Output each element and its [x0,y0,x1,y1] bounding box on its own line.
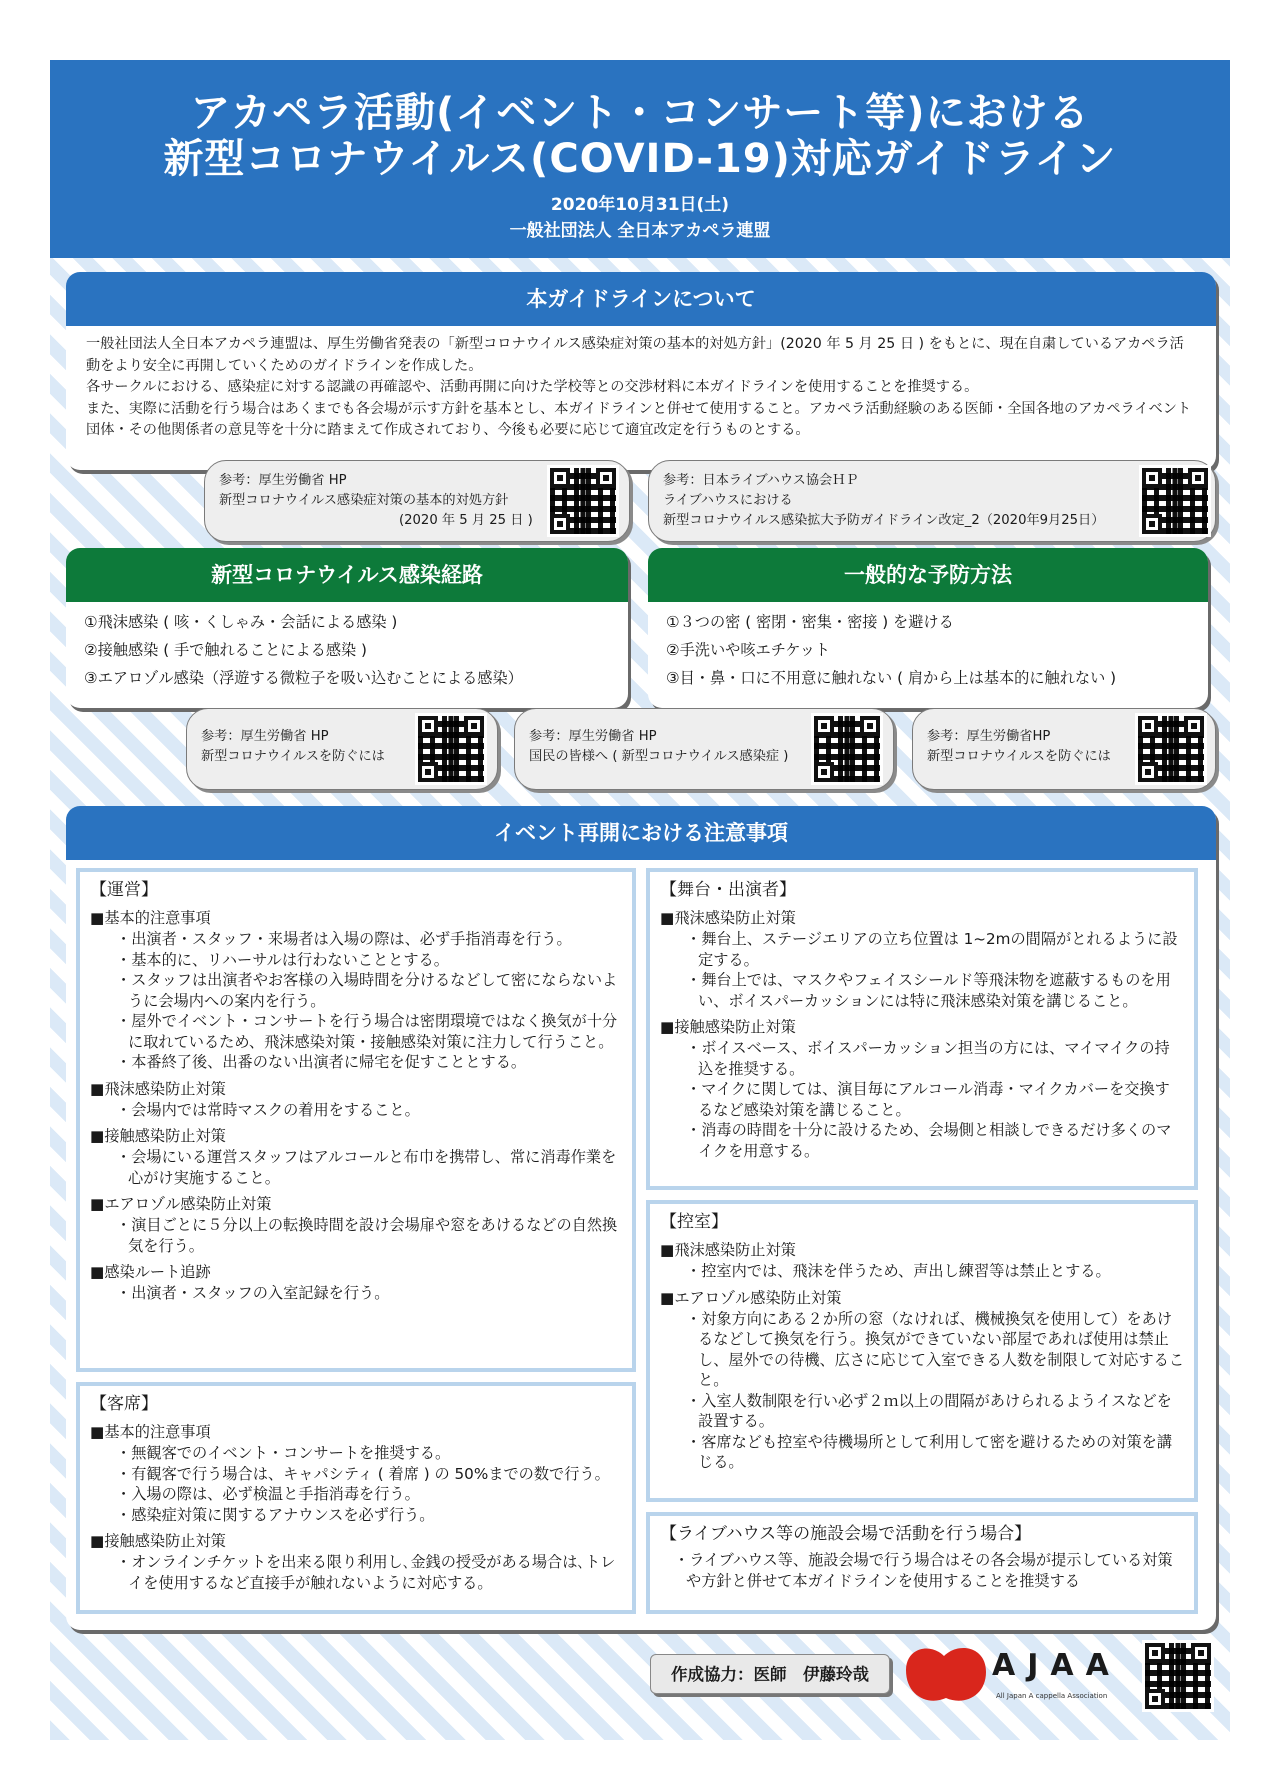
reference-title: 新型コロナウイルス感染症対策の基本的対処方針 [219,493,509,508]
list-item: ・舞台上、ステージエリアの立ち位置は 1~2mの間隔がとれるように設定する。 [686,930,1178,969]
section-operations [76,868,636,1372]
reference-box [186,708,498,790]
title-line-2: 新型コロナウイルス(COVID-19)対応ガイドライン [163,136,1117,182]
about-heading: 本ガイドラインについて [66,272,1216,326]
list-item: ・会場にいる運営スタッフはアルコールと布巾を携帯し、常に消毒作業を心がけ実施すること。 [116,1148,617,1187]
section-title: 【舞台・出演者】 [660,880,796,900]
list-item: ③エアロゾル感染（浮遊する微粒子を吸い込むことによる感染） [84,669,523,687]
list-item: ・基本的に、リハーサルは行わないこととする。 [116,950,449,969]
reference-title: 新型コロナウイルスを防ぐには [927,749,1111,764]
prevention-heading: 一般的な予防方法 [648,548,1208,602]
infection-routes-list [66,602,628,698]
subsection-title: ■基本的注意事項 [90,1423,211,1441]
subsection-title: ■エアロゾル感染防止対策 [90,1195,272,1213]
section-title: 【客席】 [90,1394,158,1414]
list-item: ・入室人数制限を行い必ず２ｍ以上の間隔があけられるようイスなどを設置する。 [686,1391,1172,1430]
ajaa-logo-text: AJAA [992,1648,1121,1683]
qr-code[interactable] [811,713,883,785]
list-item: ・出演者・スタッフ・来場者は入場の際は、必ず手指消毒を行う。 [116,930,572,948]
list-item: ・舞台上では、マスクやフェイスシールド等飛沫物を遮蔽するものを用い、ボイスパーカッションには特に飛沫感染対策を講じること。 [686,971,1171,1010]
subsection-title: ■飛沫感染防止対策 [660,1241,796,1259]
subsection-title: ■接触感染防止対策 [660,1018,796,1036]
list-item: ・控室内では、飛沫を伴うため、声出し練習等は禁止とする。 [686,1262,1111,1280]
section-stage-performers [646,868,1198,1190]
list-item: ・ライブハウス等、施設会場で行う場合はその各会場が提示している対策や方針と併せて本ガイドラインを使用することを推奨する [674,1551,1173,1590]
reference-title: ライブハウスにおける [663,493,793,508]
list-item: ・オンラインチケットを出来る限り利用し､金銭の授受がある場合は､トレイを使用するなど直接手が触れないように対応する。 [116,1553,616,1592]
page-header [50,60,1230,258]
list-item: ・有観客で行う場合は、キャパシティ ( 着席 ) の 50%までの数で行う。 [116,1464,610,1483]
qr-code[interactable] [415,713,487,785]
qr-code[interactable] [547,465,619,537]
reference-label: 参考：厚生労働省 HP [219,473,347,488]
prevention-list [648,602,1208,698]
list-item: ・消毒の時間を十分に設けるため、会場側と相談しできるだけ多くのマイクを用意する。 [686,1121,1172,1160]
about-paragraph: 各サークルにおける、感染症に対する認識の再確認や、活動再開に向けた学校等との交渉材料に本ガイドラインを使用することを推奨する。 [86,379,979,395]
reference-subtitle: 新型コロナウイルス感染拡大予防ガイドライン改定_2（2020年9月25日） [663,513,1105,528]
list-item: ・マイクに関しては、演目毎にアルコール消毒・マイクカバーを交換するなど感染対策を講じること。 [686,1080,1170,1119]
list-item: ・屋外でイベント・コンサートを行う場合は密閉環境ではなく換気が十分に取れているため、飛沫感染対策・接触感染対策に注力して行うこと。 [116,1012,618,1051]
organization: 一般社団法人 全日本アカペラ連盟 [509,221,771,241]
reference-title: 新型コロナウイルスを防ぐには [201,749,385,764]
section-title: 【控室】 [660,1212,728,1232]
subsection-title: ■飛沫感染防止対策 [90,1079,226,1098]
list-item: ・感染症対策に関するアナウンスを必ず行う。 [116,1505,435,1524]
list-item: ・本番終了後、出番のない出演者に帰宅を促すこととする。 [116,1053,527,1071]
date: 2020年10月31日(土) [550,195,730,215]
list-item: ・対象方向にある２か所の窓（なければ、機械換気を使用して）をあけるなどして換気を行う。換気ができていない部屋であれば使用は禁止し、屋外での待機、広さに応じて入室できる人数を制限して対応すること。 [686,1309,1184,1389]
list-item: ・会場内では常時マスクの着用をすること。 [116,1100,420,1119]
subsection-title: ■エアロゾル感染防止対策 [660,1288,842,1307]
infection-routes-card [66,548,628,708]
list-item: ②手洗いや咳エチケット [666,641,831,659]
reference-label: 参考：厚生労働省 HP [529,729,657,744]
subsection-title: ■接触感染防止対策 [90,1532,226,1550]
list-item: ③目・鼻・口に不用意に触れない ( 肩から上は基本的に触れない ) [666,669,1117,687]
ajaa-logo-subtitle: All Japan A cappella Association [996,1692,1108,1700]
reference-box [204,460,630,542]
section-green-room [646,1200,1198,1502]
list-item: ①飛沫感染 ( 咳・くしゃみ・会話による感染 ) [84,613,398,631]
reference-box [912,708,1216,790]
list-item: ・客席なども控室や待機場所として利用して密を避けるための対策を講じる。 [686,1432,1172,1471]
about-body [66,326,1216,442]
subsection-title: ■基本的注意事項 [90,909,211,927]
reference-date: (2020 年 5 月 25 日 ) [399,513,533,528]
event-notes-heading: イベント再開における注意事項 [66,806,1216,860]
list-item: ①３つの密 ( 密閉・密集・密接 ) を避ける [666,613,954,631]
section-title: 【ライブハウス等の施設会場で活動を行う場合】 [660,1524,1032,1544]
ajaa-logo-mark [902,1640,990,1710]
section-audience [76,1382,636,1614]
list-item: ・入場の際は、必ず検温と手指消毒を行う。 [116,1485,420,1503]
about-paragraph: また、実際に活動を行う場合はあくまでも各会場が示す方針を基本とし、本ガイドラインと併せて使用すること。アカペラ活動経験のある医師・全国各地のアカペライベント団体・その他関係者の意見等を十分に踏まえて作成されており、今後も必要に応じて適宜改定を行うものとする。 [86,400,1192,438]
subsection-title: ■感染ルート追跡 [90,1263,211,1281]
section-livehouse [646,1512,1198,1614]
reference-title: 国民の皆様へ ( 新型コロナウイルス感染症 ) [529,749,789,764]
reference-label: 参考：厚生労働省 HP [201,729,329,744]
list-item: ・ボイスベース、ボイスパーカッション担当の方には、マイマイクの持込を推奨する。 [686,1039,1170,1078]
list-item: ・演目ごとに５分以上の転換時間を設け会場扉や窓をあけるなどの自然換気を行う。 [116,1216,618,1255]
about-card [66,272,1216,470]
section-title: 【運営】 [90,880,158,900]
about-paragraph: 一般社団法人全日本アカペラ連盟は、厚生労働省発表の「新型コロナウイルス感染症対策の基本的対処方針」(2020 年 5 月 25 日 ) をもとに、現在自粛しているアカペラ活動をより安全に再開していくためのガイドラインを作成した。 [86,336,1184,374]
subsection-title: ■飛沫感染防止対策 [660,909,796,927]
qr-code[interactable] [1135,713,1207,785]
subsection-title: ■接触感染防止対策 [90,1127,226,1145]
prevention-card [648,548,1208,708]
title-line-1: アカペラ活動(イベント・コンサート等)における [190,90,1090,136]
list-item: ・無観客でのイベント・コンサートを推奨する。 [116,1444,451,1462]
reference-label: 参考：日本ライブハウス協会ＨＰ [663,473,859,488]
reference-box [648,460,1216,542]
reference-box [514,708,894,790]
list-item: ②接触感染 ( 手で触れることによる感染 ) [84,641,367,659]
reference-label: 参考：厚生労働省HP [927,729,1051,744]
qr-code[interactable] [1142,1640,1214,1712]
infection-routes-heading: 新型コロナウイルス感染経路 [66,548,628,602]
list-item: ・出演者・スタッフの入室記録を行う。 [116,1284,390,1302]
list-item: ・スタッフは出演者やお客様の入場時間を分けるなどして密にならないように会場内への案内を行う。 [116,971,618,1010]
credit-badge: 作成協力：医師 伊藤玲哉 [650,1654,890,1694]
qr-code[interactable] [1139,465,1211,537]
